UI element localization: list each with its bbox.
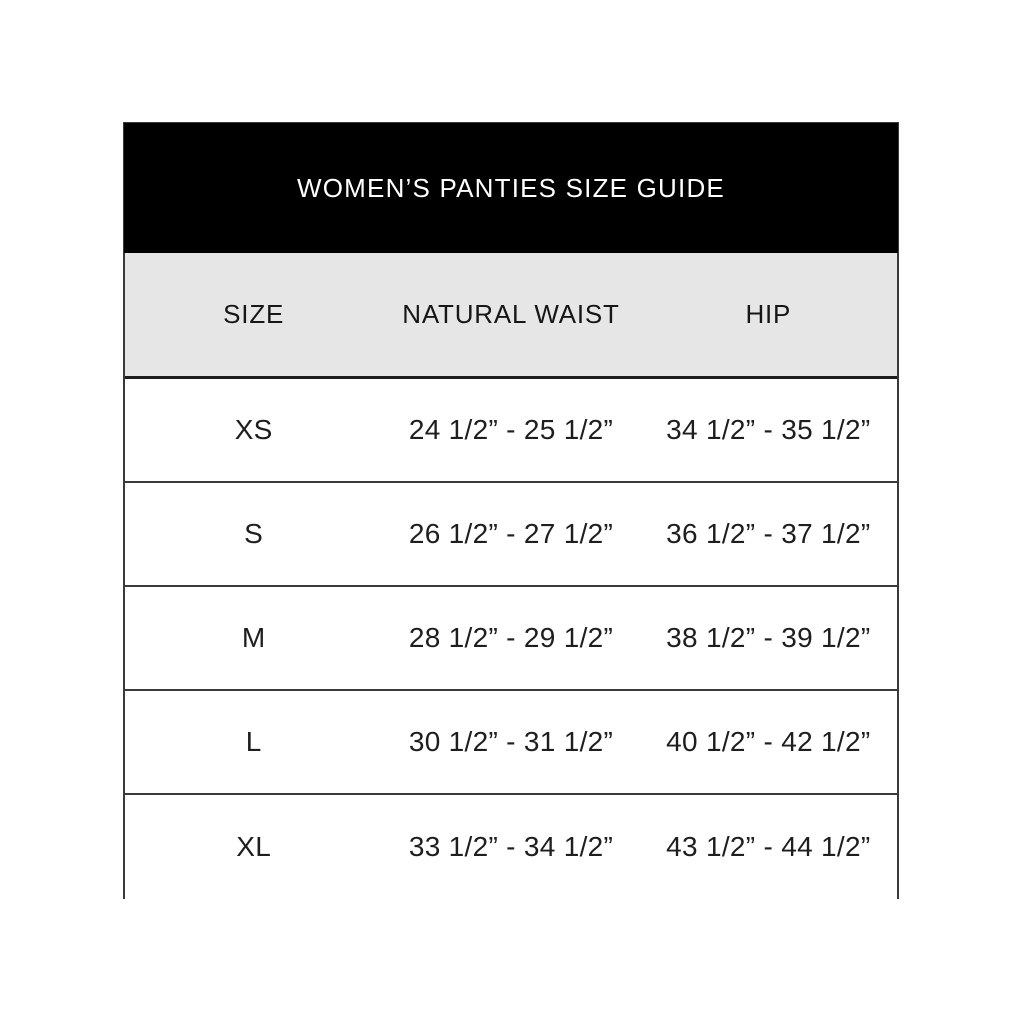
table-title-bar xyxy=(124,123,898,253)
table-row-xs xyxy=(125,379,897,483)
header-hip: HIP xyxy=(745,299,792,329)
table-row-m xyxy=(125,587,897,691)
cell-size: S xyxy=(244,518,264,549)
cell-hip: 34 1/2” - 35 1/2” xyxy=(666,414,871,445)
cell-size: XL xyxy=(236,831,272,862)
cell-natural-waist: 24 1/2” - 25 1/2” xyxy=(408,414,614,445)
cell-size: XS xyxy=(234,414,273,445)
header-natural-waist: NATURAL WAIST xyxy=(402,299,620,329)
cell-natural-waist: 28 1/2” - 29 1/2” xyxy=(408,622,614,653)
table-row-l xyxy=(125,691,897,795)
cell-hip: 36 1/2” - 37 1/2” xyxy=(666,518,871,549)
size-guide-table xyxy=(123,122,899,899)
header-size: SIZE xyxy=(223,299,285,329)
cell-size: M xyxy=(241,622,266,653)
table-row-s xyxy=(125,483,897,587)
table-title: WOMEN’S PANTIES SIZE GUIDE xyxy=(297,172,725,203)
table-row-xl xyxy=(125,795,897,899)
cell-hip: 43 1/2” - 44 1/2” xyxy=(666,831,871,862)
cell-hip: 38 1/2” - 39 1/2” xyxy=(666,622,871,653)
cell-size: L xyxy=(245,726,262,757)
table-header-row xyxy=(125,253,897,379)
cell-hip: 40 1/2” - 42 1/2” xyxy=(666,726,871,757)
cell-natural-waist: 26 1/2” - 27 1/2” xyxy=(408,518,614,549)
cell-natural-waist: 30 1/2” - 31 1/2” xyxy=(408,726,614,757)
cell-natural-waist: 33 1/2” - 34 1/2” xyxy=(408,831,614,862)
